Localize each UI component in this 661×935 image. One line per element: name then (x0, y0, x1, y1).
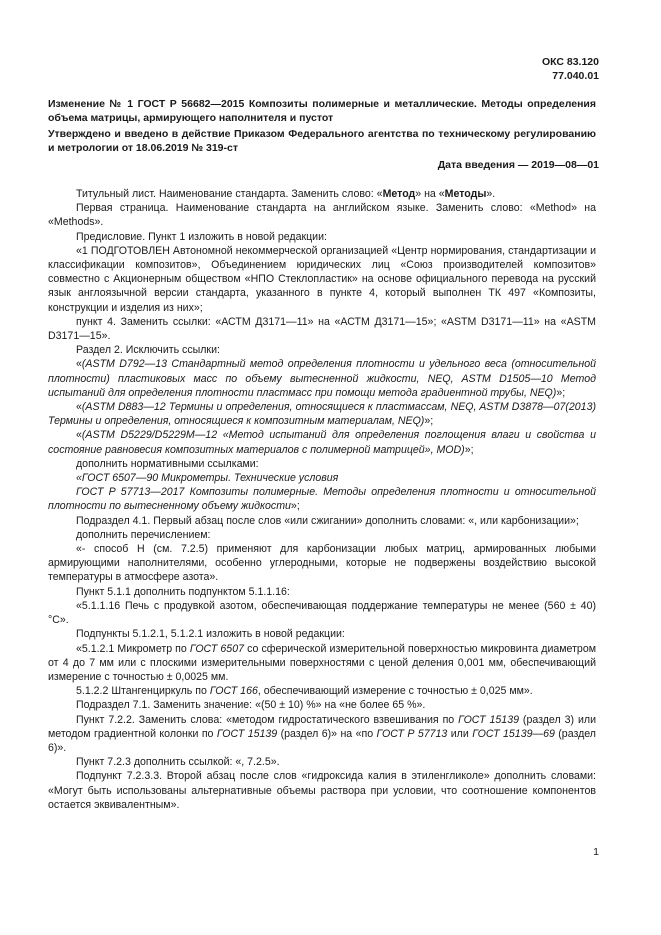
paragraph-furnace: «5.1.1.16 Печь с продувкой азотом, обеспечивающая поддержание температуры не менее (560 ± 40) °С». (48, 599, 596, 627)
paragraph-section-2: Раздел 2. Исключить ссылки: (76, 344, 220, 357)
paragraph-add-list: дополнить перечислением: (76, 528, 211, 541)
paragraph-item-7-2-2: Пункт 7.2.2. Заменить слова: «методом гидростатического взвешивания по ГОСТ 15139 (раздел 3) или методом градиентной колонки по ГОСТ 15139 (раздел 6)» на «по ГОСТ Р 57713 или ГОСТ 15139—69 (раздел 6)». (48, 713, 596, 754)
paragraph-ref-d792: «(ASTM D792—13 Стандартный метод определения плотности и удельного веса (относительной плотности) пластиковых масс по объему вытесненной жидкости, NEQ, ASTM D1505—10 Метод испытаний для определения плотности пластмасс при помощи метода градиентной трубы, NEQ)»; (48, 358, 596, 399)
paragraph-add-refs: дополнить нормативными ссылками: (76, 457, 259, 470)
paragraph-subsection-7-1: Подраздел 7.1. Заменить значение: «(50 ± 10) %» на «не более 65 %». (76, 699, 426, 712)
approval-statement: Утверждено и введено в действие Приказом Федерального агентства по техническому регулированию и метрологии от 18.06.2019 № 319-ст (48, 128, 596, 154)
paragraph-item-4: пункт 4. Заменить ссылки: «АСТМ Д3171—11» на «АСТМ Д3171—15»; «ASTM D3171—11» на «ASTM D3171—15». (48, 315, 596, 343)
paragraph-gost-57713: ГОСТ Р 57713—2017 Композиты полимерные. Методы определения плотности и относительной плотности по вытесненному объему жидкости»; (48, 486, 596, 513)
paragraph-caliper: 5.1.2.2 Штангенциркуль по ГОСТ 166, обеспечивающий измерение с точностью ± 0,025 мм». (76, 685, 533, 698)
amendment-title: Изменение № 1 ГОСТ Р 56682—2015 Композиты полимерные и металлические. Методы определения объема матрицы, армирующего наполнителя и пустот (48, 98, 596, 124)
paragraph-method-h: «- способ H (см. 7.2.5) применяют для карбонизации любых матриц, армированных любыми армирующими наполнителями, особенно углеродными, которые не подвержены воздействию высокой температуры в атмосфере азота». (48, 543, 596, 584)
paragraph-item-5-1-1: Пункт 5.1.1 дополнить подпунктом 5.1.1.16: (76, 585, 290, 598)
paragraph-ref-d883: «(ASTM D883—12 Термины и определения, относящиеся к пластмассам, NEQ, ASTM D3878—07(2013) Термины и определения, относящиеся к композитным материалам, NEQ)»; (48, 401, 596, 428)
oks-code: ОКС 83.120 (541, 56, 599, 68)
paragraph-title-page: Титульный лист. Наименование стандарта. Заменить слово: «Метод» на «Методы». (76, 188, 496, 200)
paragraph-ref-d5229: «(ASTM D5229/D5229M—12 «Метод испытаний для определения поглощения влаги и свойства и состояние равновесия композитных материалов с полимерной матрицей», MOD)»; (48, 429, 596, 456)
oks-code-secondary: 77.040.01 (552, 70, 599, 82)
paragraph-prepared-by: «1 ПОДГОТОВЛЕН Автономной некоммерческой организацией «Центр нормирования, стандартизации и классификации композитов», Объединением юридических лиц «Союз производителей композитов» совместно с Акционерным обществом «НПО Стеклопластик» на основе официального перевода на русский язык англоязычной версии стандарта, указанного в пункте 4, который выполнен ТК 497 «Композиты, конструкции и изделия из них»; (48, 244, 596, 314)
paragraph-item-7-2-3-3: Подпункт 7.2.3.3. Второй абзац после слов «гидроксида калия в этиленгликоле» дополнить словами: «Могут быть использованы альтернативные объемы раствора при условии, что соотношение компонентов остается эквивалентным». (48, 770, 596, 811)
document-body (48, 187, 596, 812)
effective-date: Дата введения — 2019—08—01 (437, 159, 599, 171)
paragraph-micrometer: «5.1.2.1 Микрометр по ГОСТ 6507 со сферической измерительной поверхностью микровинта диаметром от 4 до 7 мм или с плоскими измерительными поверхностями с ценой деления 0,001 мм, обеспечивающий измерение с точностью ± 0,0025 мм. (48, 642, 596, 683)
page-number: 1 (593, 846, 599, 858)
paragraph-english-title: Первая страница. Наименование стандарта на английском языке. Заменить слово: «Method» на «Methods». (48, 202, 596, 229)
paragraph-gost-6507: «ГОСТ 6507—90 Микрометры. Технические условия (76, 472, 339, 485)
paragraph-foreword: Предисловие. Пункт 1 изложить в новой редакции: (76, 230, 327, 243)
paragraph-subsection-4-1: Подраздел 4.1. Первый абзац после слов «или сжигании» дополнить словами: «, или карбонизации»; (76, 514, 579, 527)
paragraph-subitems-5-1-2: Подпункты 5.1.2.1, 5.1.2.1 изложить в новой редакции: (76, 628, 345, 641)
classification-codes (542, 55, 599, 83)
paragraph-item-7-2-3: Пункт 7.2.3 дополнить ссылкой: «, 7.2.5». (76, 756, 280, 769)
